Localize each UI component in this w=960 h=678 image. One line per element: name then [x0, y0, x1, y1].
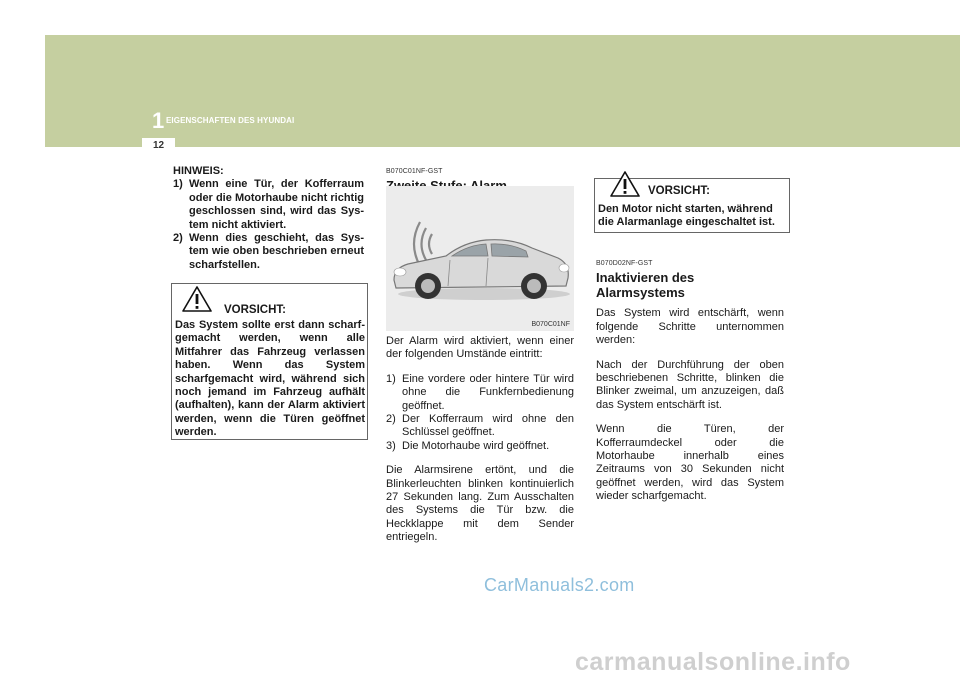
list-item-text: Der Kofferraum wird ohne den Schlüssel geöffnet. [402, 413, 574, 439]
watermark-carmanuals2[interactable]: CarManuals2.com [484, 575, 635, 595]
hinweis-item-text: Wenn eine Tür, der Kofferraum oder die Motorhaube nicht richtig geschlossen sind, wird das Sys-tem nicht aktiviert. [189, 178, 364, 231]
hinweis-item [173, 232, 364, 272]
caution-text: Das System sollte erst dann scharf-gemacht werden, wenn alle Mitfahrer das Fahrzeug verlassen haben. Wenn das System scharfgemacht wird, während sich noch jemand im Fahrzeug aufhält (aufhalten), kann der Alarm aktiviert werden, wenn die Türen geöffnet werden. [175, 319, 365, 439]
list-item-number: 2) [386, 413, 396, 426]
section-code: B070D02NF-GST [596, 260, 653, 267]
caution-text: Den Motor nicht starten, während die Alarmanlage eingeschaltet ist. [598, 203, 775, 229]
hinweis-item [173, 178, 364, 232]
header-band [45, 35, 960, 147]
hinweis-list [173, 178, 364, 272]
page-number: 12 [152, 140, 165, 151]
disarm-para-1: Das System wird entschärft, wenn folgende Schritte unternommen werden: [596, 307, 784, 347]
caution-box-left [171, 283, 368, 440]
disarm-para-3: Wenn die Türen, der Kofferraumdeckel oder die Motorhaube innerhalb eines Zeitraums von 30 Sekunden nicht geöffnet werden, wird das System wieder scharfgemacht. [596, 423, 784, 503]
list-item [386, 413, 574, 440]
list-item-text: Eine vordere oder hintere Tür wird ohne die Funkfernbedienung geöffnet. [402, 372, 574, 412]
car-alarm-illustration [386, 186, 574, 331]
caution-title: VORSICHT: [224, 304, 286, 316]
list-item-number: 1) [386, 372, 396, 385]
section-heading: Inaktivieren des Alarmsystems [596, 270, 695, 301]
list-item [386, 440, 574, 453]
hinweis-block [173, 165, 364, 272]
alarm-intro: Der Alarm wird aktiviert, wenn einer der folgenden Umstände eintritt: [386, 335, 574, 361]
caution-title: VORSICHT: [648, 185, 710, 197]
alarm-section-body [386, 335, 574, 545]
hinweis-item-number: 2) [173, 232, 183, 245]
list-item-number: 3) [386, 439, 396, 452]
alarm-outro: Die Alarmsirene ertönt, und die Blinkerleuchten blinken kontinuierlich 27 Sekunden lang. Zum Ausschalten des Systems die Tür bzw. die Heckklappe mit dem Sender entriegeln. [386, 464, 574, 544]
hinweis-item-number: 1) [173, 178, 183, 191]
chapter-number: 1 [152, 108, 165, 133]
chapter-title: EIGENSCHAFTEN DES HYUNDAI [166, 116, 295, 125]
hinweis-title: HINWEIS: [173, 165, 224, 177]
hinweis-item-text: Wenn dies geschieht, das Sys-tem wie oben beschrieben erneut scharfstellen. [189, 232, 364, 271]
image-code: B070C01NF [531, 321, 570, 328]
car-icon [386, 186, 574, 331]
disarm-para-2: Nach der Durchführung der oben beschriebenen Schritte, blinken die Blinker zweimal, um anzuzeigen, daß das System entschärft ist. [596, 358, 784, 411]
warning-triangle-icon [182, 286, 212, 312]
page-number-tab [142, 138, 175, 154]
watermark-carmanualsonline[interactable]: carmanualsonline.info [575, 648, 851, 676]
alarm-trigger-list [386, 373, 574, 453]
caution-box-right [594, 178, 790, 233]
list-item-text: Die Motorhaube wird geöffnet. [402, 439, 550, 452]
warning-triangle-icon [610, 171, 640, 197]
section-code: B070C01NF-GST [386, 168, 443, 175]
list-item [386, 373, 574, 413]
disarm-section [596, 257, 784, 504]
header-band-curve [45, 147, 960, 157]
